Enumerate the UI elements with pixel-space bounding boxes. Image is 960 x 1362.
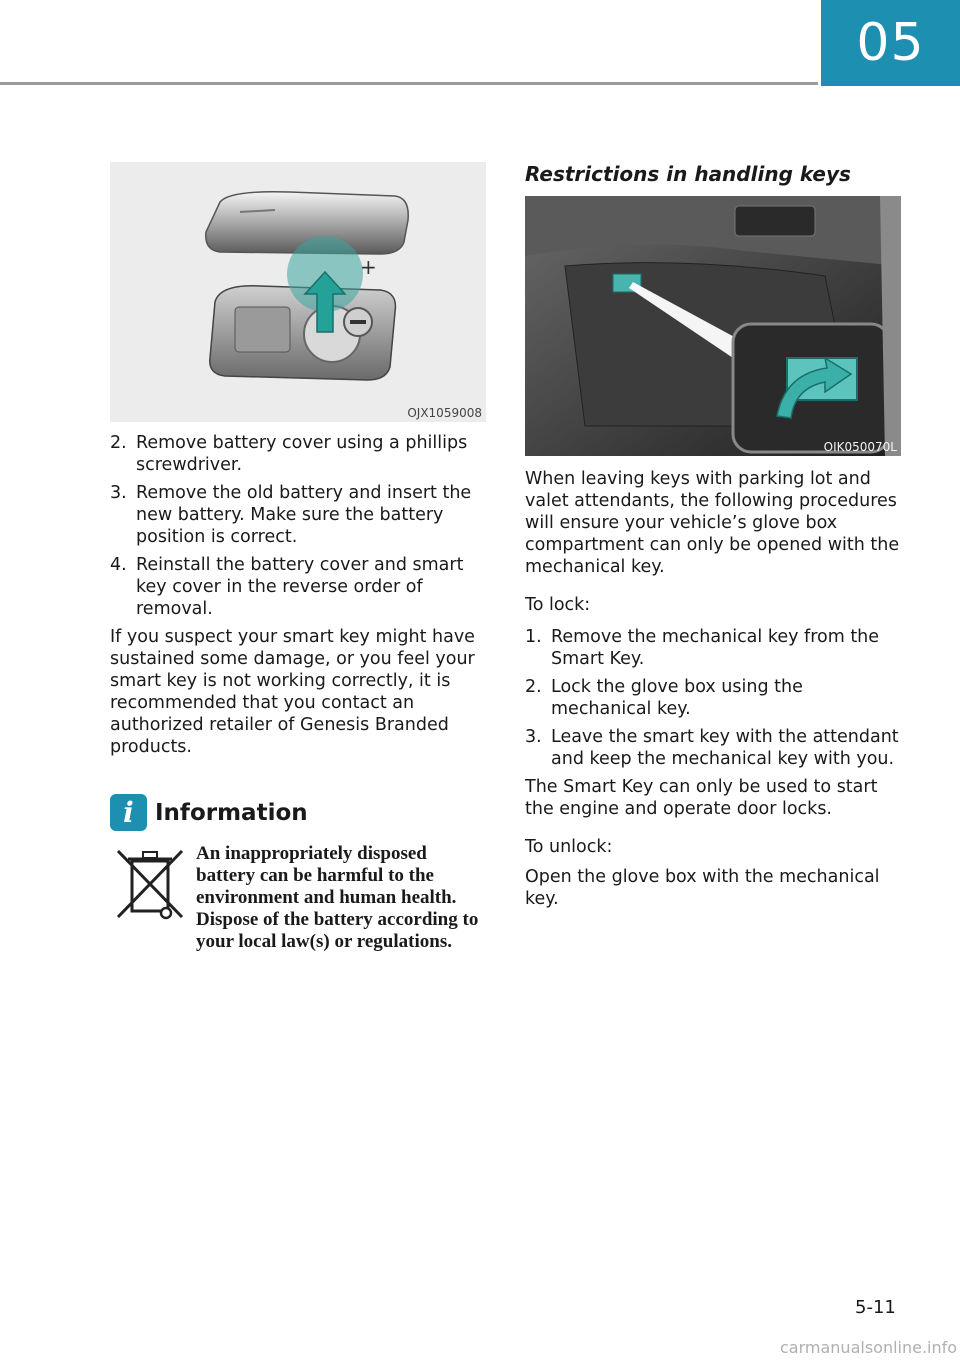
section-title: Restrictions in handling keys — [525, 162, 851, 186]
crossed-out-bin-icon — [110, 843, 190, 923]
step-number: 2. — [110, 433, 127, 453]
right-column — [525, 162, 903, 910]
valet-intro-paragraph: When leaving keys with parking lot and valet attendants, the following procedures will ensure your vehicle’s glove box compartment can only be opened with the mechanical key. — [525, 469, 900, 577]
list-item — [110, 482, 488, 548]
glove-box-illustration — [525, 196, 901, 456]
smart-key-note: The Smart Key can only be used to start the engine and operate door locks. — [525, 777, 878, 819]
damage-paragraph: If you suspect your smart key might have sustained some damage, or you feel your smart key is not working correctly, it is recommended that you contact an authorized retailer of Genesis Branded products. — [110, 627, 475, 757]
information-text: An inappropriately disposed battery can be harmful to the environment and human health. Dispose of the battery according to your local law(s) or regulations. — [196, 843, 479, 952]
information-title: Information — [155, 799, 308, 826]
step-text: Remove battery cover using a phillips screwdriver. — [136, 433, 468, 475]
step-number: 1. — [525, 627, 542, 647]
step-text: Remove the old battery and insert the new battery. Make sure the battery position is correct. — [136, 483, 472, 547]
list-item — [525, 626, 903, 670]
page-number: 5-11 — [855, 1297, 896, 1318]
lock-steps-list — [525, 626, 903, 770]
list-item — [525, 676, 903, 720]
glove-box-figure — [525, 196, 901, 456]
figure-code: OJX1059008 — [407, 406, 482, 420]
step-number: 3. — [110, 483, 127, 503]
list-item — [525, 726, 903, 770]
battery-steps-list — [110, 432, 488, 620]
smart-key-illustration — [110, 162, 486, 422]
list-item — [110, 554, 488, 620]
step-number: 2. — [525, 677, 542, 697]
step-text: Lock the glove box using the mechanical key. — [551, 677, 803, 719]
step-number: 3. — [525, 727, 542, 747]
to-unlock-label: To unlock: — [525, 837, 613, 857]
to-lock-label: To lock: — [525, 595, 591, 615]
information-body — [110, 843, 488, 953]
svg-text:+: + — [360, 255, 377, 279]
figure-code: OIK050070L — [823, 440, 897, 454]
left-column — [110, 162, 488, 953]
smart-key-battery-figure — [110, 162, 486, 422]
list-item — [110, 432, 488, 476]
watermark: carmanualsonline.info — [780, 1338, 958, 1357]
header-rule — [0, 82, 818, 85]
information-header — [110, 794, 488, 831]
chapter-tab: 05 — [821, 0, 960, 86]
step-text: Reinstall the battery cover and smart key cover in the reverse order of removal. — [136, 555, 464, 619]
step-text: Remove the mechanical key from the Smart Key. — [551, 627, 880, 669]
step-text: Leave the smart key with the attendant and keep the mechanical key with you. — [551, 727, 899, 769]
information-icon: i — [110, 794, 147, 831]
unlock-text: Open the glove box with the mechanical key. — [525, 867, 880, 909]
step-number: 4. — [110, 555, 127, 575]
